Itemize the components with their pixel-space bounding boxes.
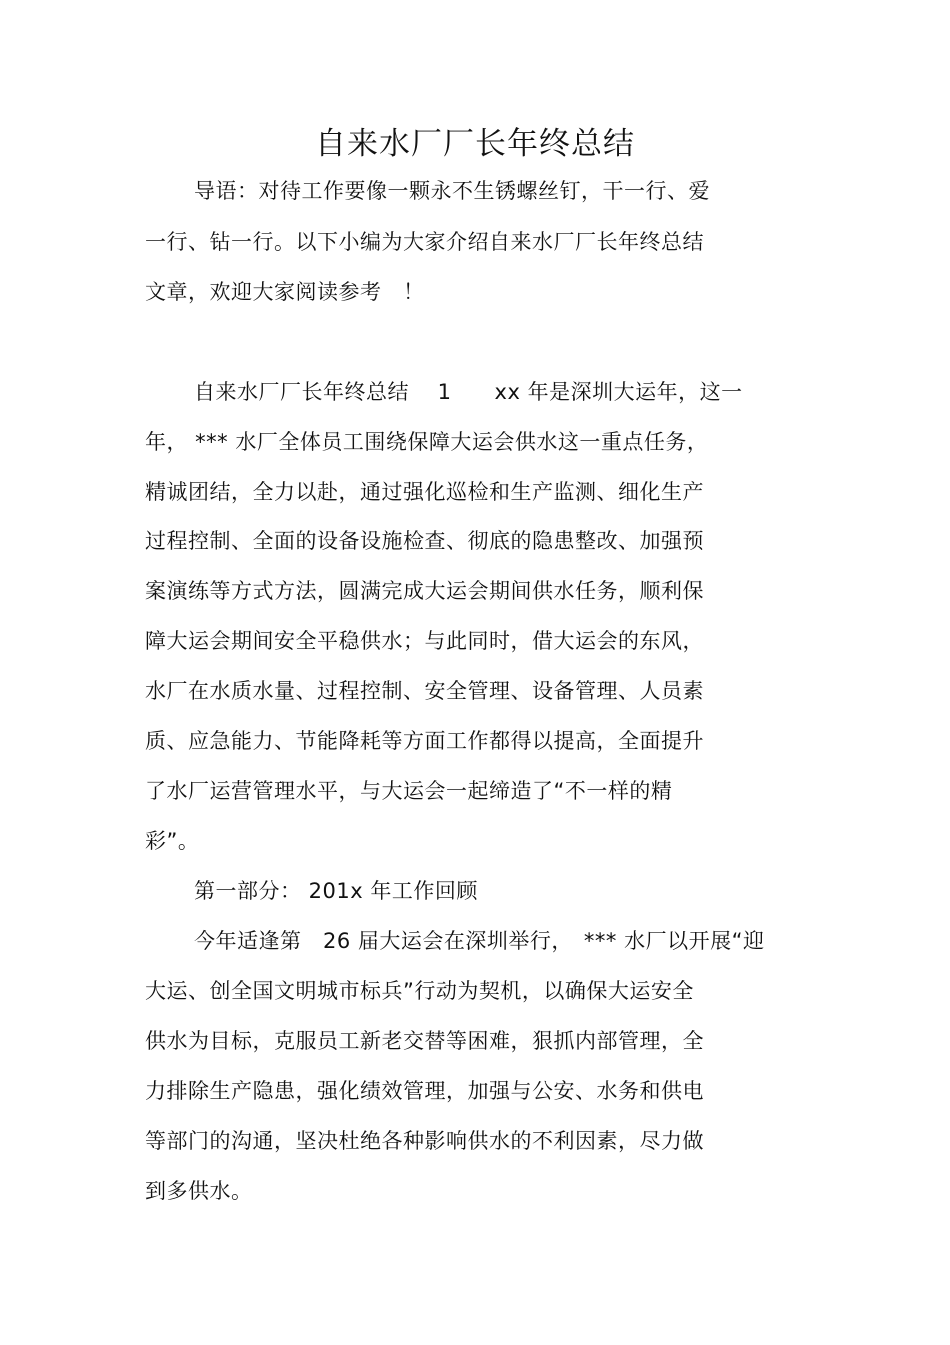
body-line: 大运、创全国文明城市标兵”行动为契机，以确保大运安全 — [145, 979, 694, 1003]
body-line: 质、应急能力、节能降耗等方面工作都得以提高，全面提升 — [145, 729, 704, 753]
body-line: 力排除生产隐患，强化绩效管理，加强与公安、水务和供电 — [145, 1079, 704, 1103]
intro-line: 导语：对待工作要像一颗永不生锈螺丝钉，干一行、爱 — [194, 179, 710, 203]
body-line: 自来水厂厂长年终总结 1 xx 年是深圳大运年，这一 — [194, 380, 743, 404]
body-line: 到多供水。 — [145, 1179, 253, 1203]
intro-line: 一行、钻一行。以下小编为大家介绍自来水厂厂长年终总结 — [145, 230, 704, 254]
body-line: 今年适逢第 26 届大运会在深圳举行， *** 水厂以开展“迎 — [194, 929, 765, 953]
body-line: 年， *** 水厂全体员工围绕保障大运会供水这一重点任务， — [145, 430, 709, 454]
body-line: 精诚团结，全力以赴，通过强化巡检和生产监测、细化生产 — [145, 480, 704, 504]
body-line: 水厂在水质水量、过程控制、安全管理、设备管理、人员素 — [145, 679, 704, 703]
intro-line: 文章，欢迎大家阅读参考 ！ — [145, 280, 425, 304]
document-title: 自来水厂厂长年终总结 — [315, 126, 635, 162]
body-line: 了水厂运营管理水平，与大运会一起缔造了“不一样的精 — [145, 779, 673, 803]
body-line: 彩”。 — [145, 829, 200, 853]
body-line: 过程控制、全面的设备设施检查、彻底的隐患整改、加强预 — [145, 529, 704, 553]
body-line: 案演练等方式方法，圆满完成大运会期间供水任务，顺利保 — [145, 579, 704, 603]
section-heading: 第一部分： 201x 年工作回顾 — [194, 879, 478, 903]
body-line: 障大运会期间安全平稳供水；与此同时，借大运会的东风， — [145, 629, 704, 653]
body-line: 供水为目标，克服员工新老交替等困难，狠抓内部管理，全 — [145, 1029, 704, 1053]
body-line: 等部门的沟通，坚决杜绝各种影响供水的不利因素，尽力做 — [145, 1129, 704, 1153]
